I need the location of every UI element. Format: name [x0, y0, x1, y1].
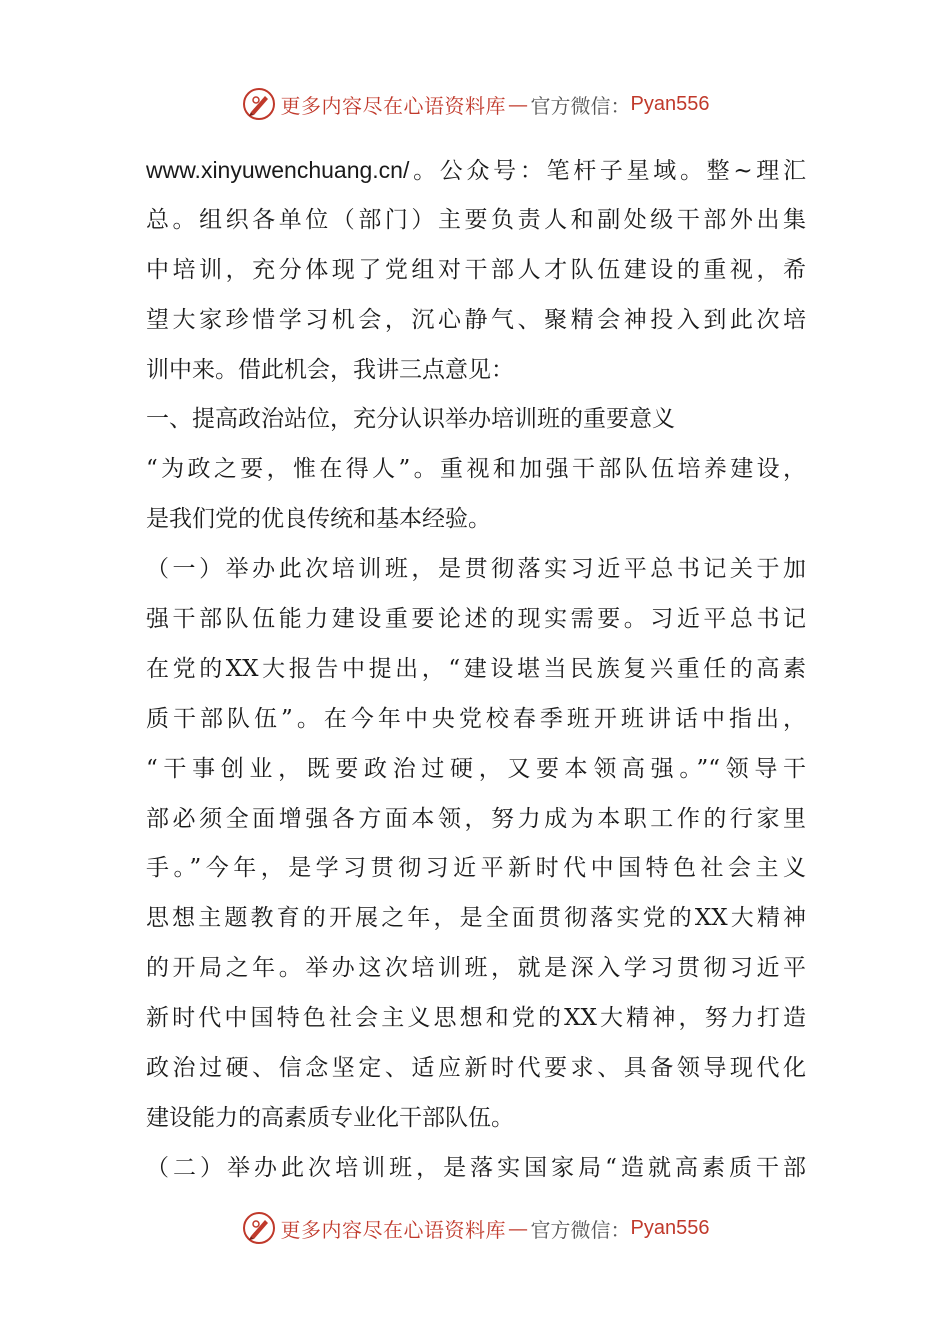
website-link[interactable]: www.xinyuwenchuang.cn/ — [146, 157, 410, 183]
banner-wechat-id: Pyan556 — [630, 1216, 710, 1239]
footer-banner — [0, 1208, 950, 1248]
text-line: （一）举办此次培训班，是贯彻落实习近平总书记关于加 — [146, 556, 806, 583]
banner-wechat-label: 官方微信： — [530, 93, 631, 118]
pen-logo-icon — [241, 86, 277, 122]
text-line: 手。”今年，是学习贯彻习近平新时代中国特色社会主义 — [146, 855, 806, 882]
text-line: 在党的XX大报告中提出，“建设堪当民族复兴重任的高素 — [146, 655, 806, 682]
pen-logo-icon — [241, 1210, 277, 1246]
text-line: “为政之要，惟在得人”。重视和加强干部队伍培养建设， — [146, 456, 806, 483]
text-line: 政治过硬、信念坚定、适应新时代要求、具备领导现代化 — [146, 1055, 806, 1082]
banner-text: 更多内容尽在心语资料库 — [280, 93, 507, 118]
text-line-rest: 。公众号：笔杆子星域。整~理汇 — [409, 158, 806, 184]
banner-wechat-label: 官方微信： — [530, 1217, 631, 1242]
banner-text: 更多内容尽在心语资料库 — [280, 1217, 507, 1242]
text-line: 望大家珍惜学习机会，沉心静气、聚精会神投入到此次培 — [146, 306, 806, 333]
text-line: 的开局之年。举办这次培训班，就是深入学习贯彻习近平 — [146, 955, 806, 982]
text-line: 质干部队伍”。在今年中央党校春季班开班讲话中指出， — [146, 705, 806, 732]
header-banner — [0, 84, 950, 124]
text-line: 是我们党的优良传统和基本经验。 — [146, 506, 491, 533]
text-line — [146, 146, 806, 196]
text-line: 强干部队伍能力建设重要论述的现实需要。习近平总书记 — [146, 606, 806, 633]
text-line: 总。组织各单位（部门）主要负责人和副处级干部外出集 — [146, 206, 806, 233]
text-line: 中培训，充分体现了党组对干部人才队伍建设的重视，希 — [146, 256, 806, 283]
banner-separator: — — [508, 1216, 529, 1240]
banner-separator: — — [508, 92, 529, 116]
text-line: （二）举办此次培训班，是落实国家局“造就高素质干部 — [146, 1154, 806, 1181]
text-line: “干事创业，既要政治过硬，又要本领高强。”“领导干 — [146, 755, 806, 782]
text-line: 新时代中国特色社会主义思想和党的XX大精神，努力打造 — [146, 1005, 806, 1032]
document-body — [146, 146, 806, 1194]
banner-wechat-id: Pyan556 — [630, 92, 710, 115]
text-line: 思想主题教育的开展之年，是全面贯彻落实党的XX大精神 — [146, 905, 806, 932]
text-line: 建设能力的高素质专业化干部队伍。 — [146, 1104, 514, 1131]
section-heading: 一、提高政治站位，充分认识举办培训班的重要意义 — [146, 406, 675, 433]
text-line: 训中来。借此机会，我讲三点意见： — [146, 356, 514, 383]
text-line: 部必须全面增强各方面本领，努力成为本职工作的行家里 — [146, 805, 806, 832]
